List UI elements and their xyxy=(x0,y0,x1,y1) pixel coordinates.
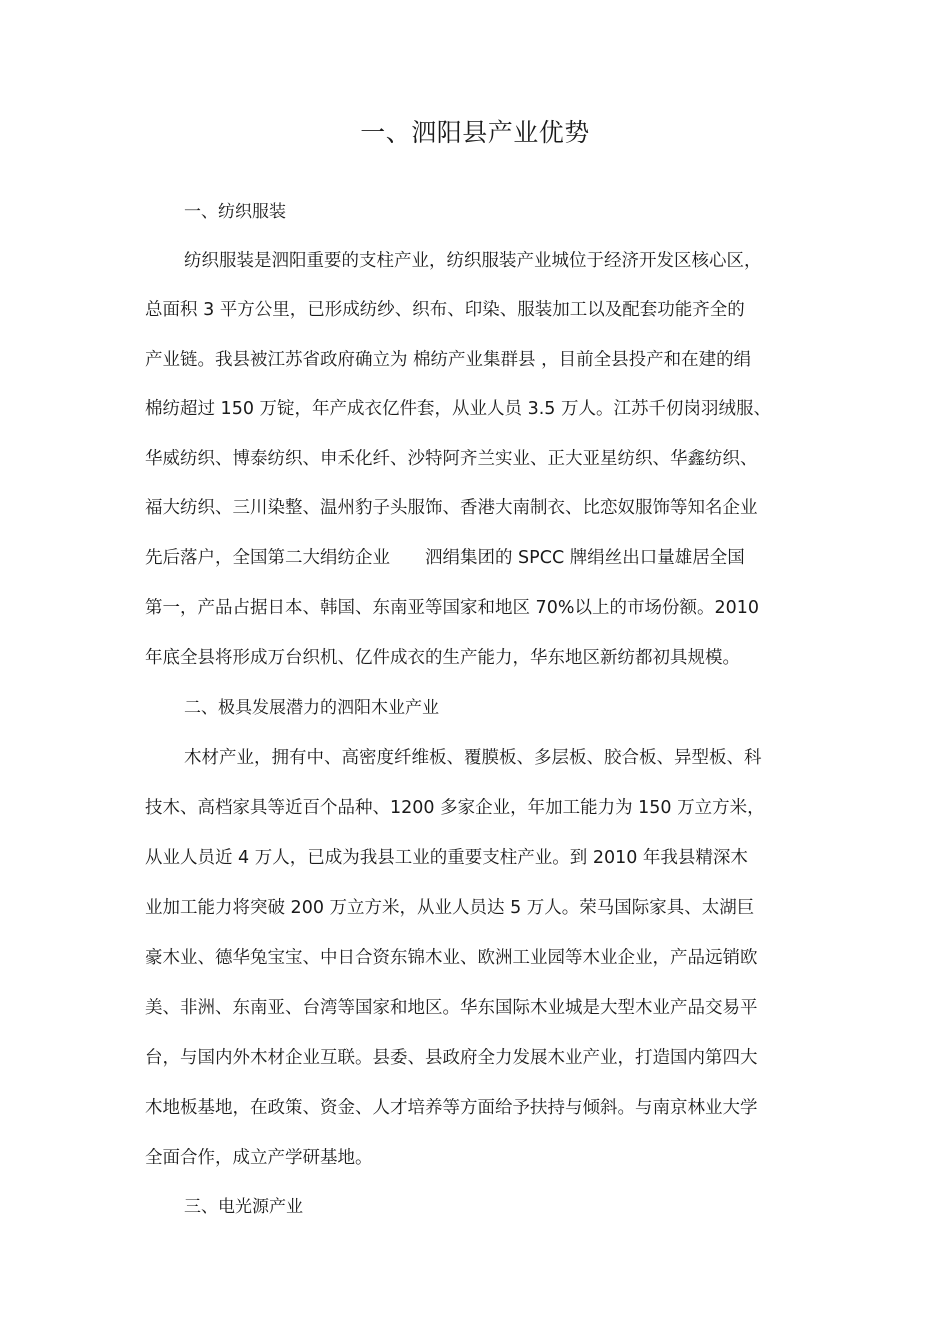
paragraph-line: 技木、高档家具等近百个品种、1200 多家企业，年加工能力为 150 万立方米， xyxy=(145,798,765,818)
section-heading-textile: 一、纺织服装 xyxy=(184,202,286,222)
section-heading-light-source: 三、电光源产业 xyxy=(184,1197,303,1217)
paragraph-line: 全面合作，成立产学研基地。 xyxy=(145,1148,373,1168)
paragraph-line: 福大纺织、三川染整、温州豹子头服饰、香港大南制衣、比恋奴服饰等知名企业 xyxy=(145,498,758,518)
paragraph-line: 华威纺织、博泰纺织、申禾化纤、沙特阿齐兰实业、正大亚星纺织、华鑫纺织、 xyxy=(145,449,758,469)
paragraph-line: 美、非洲、东南亚、台湾等国家和地区。华东国际木业城是大型木业产品交易平 xyxy=(145,998,758,1018)
paragraph-line: 总面积 3 平方公里，已形成纺纱、织布、印染、服装加工以及配套功能齐全的 xyxy=(145,300,745,320)
paragraph-line: 台，与国内外木材企业互联。县委、县政府全力发展木业产业，打造国内第四大 xyxy=(145,1048,758,1068)
paragraph-line: 产业链。我县被江苏省政府确立为 棉纺产业集群县 ，目前全县投产和在建的绢 xyxy=(145,350,752,370)
paragraph-line: 第一，产品占据日本、韩国、东南亚等国家和地区 70%以上的市场份额。2010 xyxy=(145,598,759,618)
paragraph-line: 木地板基地，在政策、资金、人才培养等方面给予扶持与倾斜。与南京林业大学 xyxy=(145,1098,758,1118)
paragraph-line: 从业人员近 4 万人，已成为我县工业的重要支柱产业。到 2010 年我县精深木 xyxy=(145,848,748,868)
paragraph-line: 先后落户，全国第二大绢纺企业 泗绢集团的 SPCC 牌绢丝出口量雄居全国 xyxy=(145,548,745,568)
paragraph-line: 木材产业，拥有中、高密度纤维板、覆膜板、多层板、胶合板、异型板、科 xyxy=(184,748,762,768)
document-title: 一、泗阳县产业优势 xyxy=(360,118,590,147)
section-heading-wood: 二、极具发展潜力的泗阳木业产业 xyxy=(184,698,439,718)
paragraph-line: 棉纺超过 150 万锭，年产成衣亿件套，从业人员 3.5 万人。江苏千仞岗羽绒服、 xyxy=(145,399,771,419)
paragraph-line: 年底全县将形成万台织机、亿件成衣的生产能力，华东地区新纺都初具规模。 xyxy=(145,648,740,668)
paragraph-line: 业加工能力将突破 200 万立方米，从业人员达 5 万人。荣马国际家具、太湖巨 xyxy=(145,898,755,918)
paragraph-line: 豪木业、德华兔宝宝、中日合资东锦木业、欧洲工业园等木业企业，产品远销欧 xyxy=(145,948,758,968)
paragraph-line: 纺织服装是泗阳重要的支柱产业，纺织服装产业城位于经济开发区核心区， xyxy=(184,251,762,271)
